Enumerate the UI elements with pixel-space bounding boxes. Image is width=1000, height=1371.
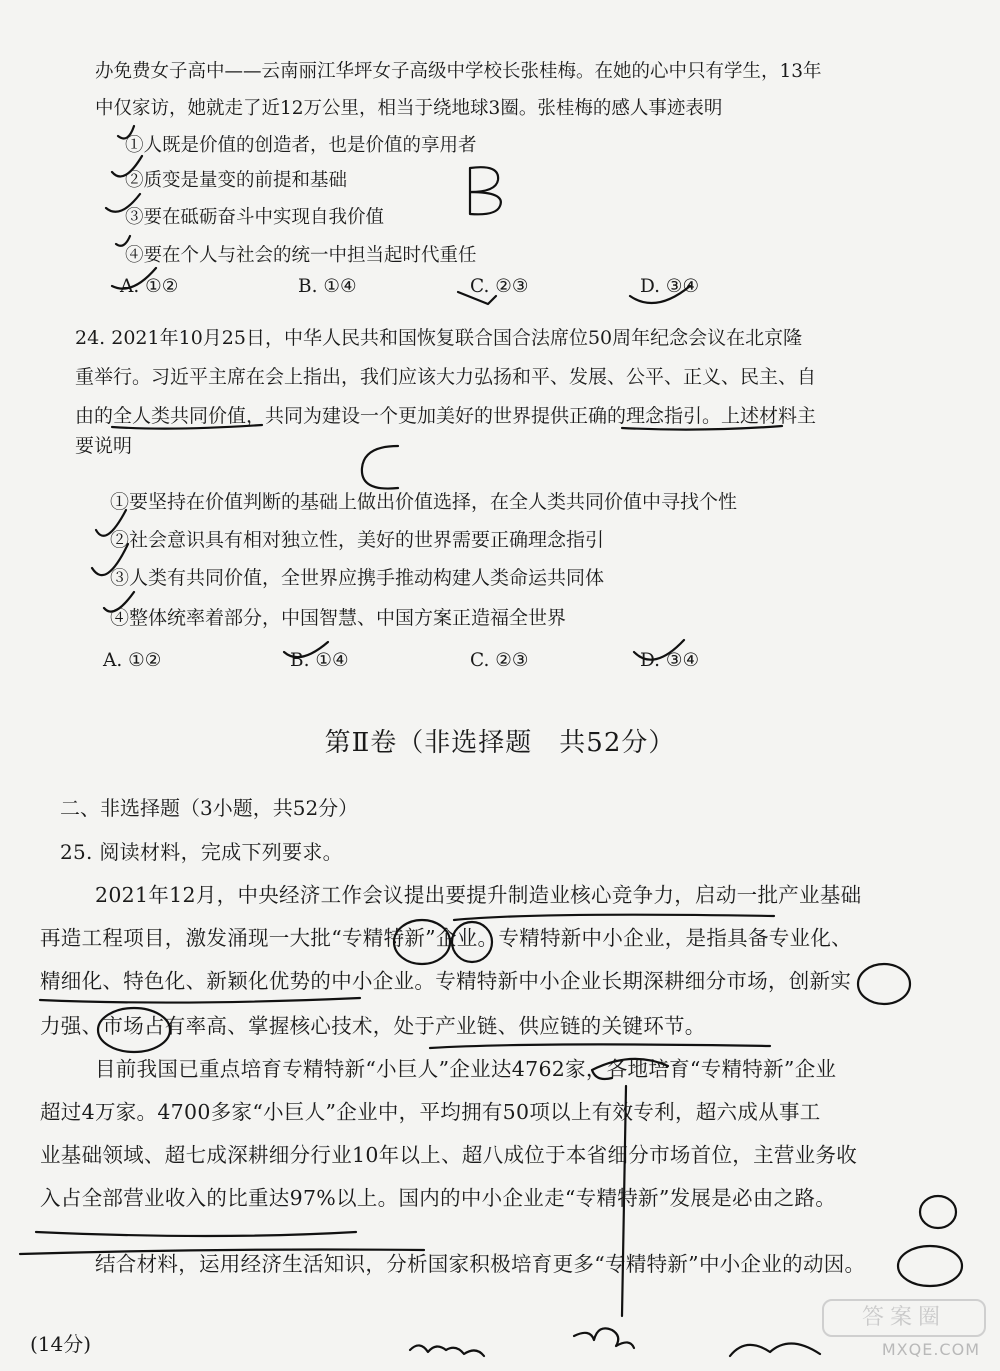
q23-statement-4: ④要在个人与社会的统一中担当起时代重任: [125, 245, 477, 266]
q23-statement-1: ①人既是价值的创造者，也是价值的享用者: [125, 135, 477, 156]
q25-para2-line-2: 超过4万家。4700多家“小巨人”企业中，平均拥有50项以上有效专利，超六成从事工: [40, 1100, 821, 1124]
handwritten-letter-c: [362, 446, 398, 489]
part-heading: 二、非选择题（3小题，共52分）: [60, 796, 359, 820]
q24-option-b: B. ①④: [290, 650, 349, 671]
watermark-badge: 答案圈: [822, 1299, 986, 1337]
q23-option-d: D. ③④: [640, 276, 700, 297]
q23-option-b: B. ①④: [298, 276, 357, 297]
handwritten-scribble: [410, 1345, 484, 1356]
q24-option-c: C. ②③: [470, 650, 529, 671]
q25-task: 结合材料，运用经济生活知识，分析国家积极培育更多“专精特新”中小企业的动因。: [95, 1252, 866, 1276]
q24-option-a: A. ①②: [103, 650, 162, 671]
q25-score: (14分): [30, 1332, 92, 1356]
watermark-url: MXQE.COM: [881, 1340, 980, 1359]
q25-para1-line-3: 精细化、特色化、新颖化优势的中小企业。专精特新中小企业长期深耕细分市场，创新实: [40, 969, 852, 993]
handwritten-scribble: [730, 1343, 820, 1356]
q24-statement-4: ④整体统率着部分，中国智慧、中国方案正造福全世界: [110, 607, 567, 629]
circle-mark: [920, 1196, 956, 1228]
q24-statement-1: ①要坚持在价值判断的基础上做出价值选择，在全人类共同价值中寻找个性: [110, 491, 738, 513]
circle-mark: [858, 964, 910, 1004]
q25-para2-line-3: 业基础领域、超七成深耕细分行业10年以上、超八成位于本省细分市场首位，主营业务收: [40, 1143, 858, 1167]
q23-stem-line-2: 中仅家访，她就走了近12万公里，相当于绕地球3圈。张桂梅的感人事迹表明: [95, 98, 723, 119]
q25-para2-line-4: 入占全部营业收入的比重达97%以上。国内的中小企业走“专精特新”发展是必由之路。: [40, 1186, 837, 1210]
q24-stem-line-1: 24. 2021年10月25日，中华人民共和国恢复联合国合法席位50周年纪念会议在北京隆: [75, 327, 803, 349]
q23-stem-line-1: 办免费女子高中——云南丽江华坪女子高级中学校长张桂梅。在她的心中只有学生，13年: [95, 61, 822, 82]
q25-para2-line-1: 目前我国已重点培育专精特新“小巨人”企业达4762家，各地培育“专精特新”企业: [95, 1057, 837, 1081]
q25-para1-line-4: 力强、市场占有率高、掌握核心技术，处于产业链、供应链的关键环节。: [40, 1014, 706, 1038]
q24-stem-line-4: 要说明: [75, 435, 133, 457]
q23-option-a: A. ①②: [120, 276, 179, 297]
underline-mark: [454, 915, 774, 920]
q25-intro: 25. 阅读材料，完成下列要求。: [60, 840, 343, 864]
q24-option-d: D. ③④: [640, 650, 700, 671]
q24-statement-3: ③人类有共同价值，全世界应携手推动构建人类命运共同体: [110, 567, 605, 589]
q23-statement-2: ②质变是量变的前提和基础: [125, 170, 348, 191]
q24-statement-2: ②社会意识具有相对独立性，美好的世界需要正确理念指引: [110, 529, 605, 551]
q25-para1-line-2: 再造工程项目，激发涌现一大批“专精特新”企业。专精特新中小企业，是指具备专业化、: [40, 926, 852, 950]
q23-statement-3: ③要在砥砺奋斗中实现自我价值: [125, 207, 385, 228]
q24-stem-line-2: 重举行。习近平主席在会上指出，我们应该大力弘扬和平、发展、公平、正义、民主、自: [75, 366, 817, 388]
q24-stem-line-3: 由的全人类共同价值，共同为建设一个更加美好的世界提供正确的理念指引。上述材料主: [75, 405, 817, 427]
q25-para1-line-1: 2021年12月，中央经济工作会议提出要提升制造业核心竞争力，启动一批产业基础: [95, 883, 862, 907]
underline-mark: [40, 998, 360, 1003]
q23-option-c: C. ②③: [470, 276, 529, 297]
circle-mark: [898, 1246, 962, 1286]
section-title: 第Ⅱ卷（非选择题 共52分）: [324, 728, 676, 758]
handwritten-letter-b: [470, 167, 501, 214]
underline-mark: [430, 1044, 770, 1048]
handwritten-scribble: [574, 1328, 634, 1348]
underline-mark: [36, 1232, 356, 1236]
